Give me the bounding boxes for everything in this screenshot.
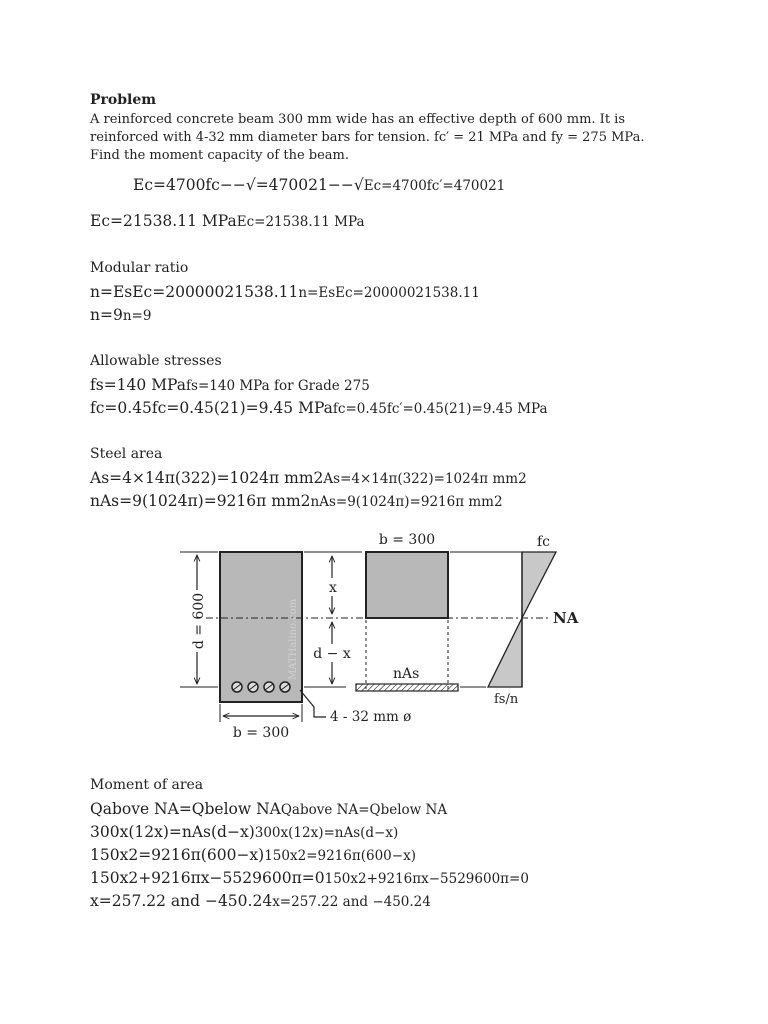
- modular-eq2-text: n=9: [122, 308, 152, 324]
- dx-label: d − x: [313, 646, 351, 662]
- ec-result-text: Ec=21538.11 MPa: [236, 214, 365, 230]
- allowable-heading: Allowable stresses: [90, 353, 222, 369]
- allowable-eq2-math: fc=0.45fc=0.45(21)=9.45 MPa: [90, 399, 333, 417]
- steel-eq2-math: nAs=9(1024π)=9216π mm2: [90, 492, 311, 510]
- moment-heading: Moment of area: [90, 777, 204, 793]
- moment-eq2: [90, 822, 398, 841]
- moment-eq2-text: 300x(12x)=nAs(d−x): [254, 825, 399, 841]
- ec-formula-text: Ec=4700fc′=470021: [363, 178, 506, 194]
- stress-tension: [488, 618, 522, 687]
- moment-eq1-math: Qabove NA=Qbelow NA: [90, 800, 281, 818]
- allowable-eq1-text: fs=140 MPa for Grade 275: [186, 378, 370, 394]
- moment-eq5-math: x=257.22 and −450.24: [90, 892, 273, 910]
- problem-heading: Problem: [90, 92, 157, 108]
- moment-eq1-text: Qabove NA=Qbelow NA: [280, 802, 448, 818]
- depth-label: d = 600: [191, 592, 207, 650]
- problem-text: A reinforced concrete beam 300 mm wide has an effective depth of 600 mm. It is reinforced with 4-32 mm diameter bars for tension. fc′ = 21 MPa and fy = 275 MPa. Find the moment capacity of the beam.: [90, 112, 645, 163]
- compression-block: [366, 552, 448, 618]
- watermark: MATHalino.com: [288, 598, 299, 680]
- width-label-top: b = 300: [378, 532, 436, 548]
- steel-eq1-math: As=4×14π(322)=1024π mm2: [90, 469, 324, 487]
- x-label: x: [329, 580, 337, 596]
- moment-eq3-math: 150x2=9216π(600−x): [90, 846, 265, 864]
- moment-eq4-text: 150x2+9216πx−5529600π=0: [324, 871, 529, 887]
- moment-eq4: [90, 868, 529, 887]
- steel-eq1-text: As=4×14π(322)=1024π mm2: [323, 471, 527, 487]
- modular-eq1-math: n=EsEc=20000021538.11: [90, 283, 299, 301]
- moment-eq3: [90, 845, 416, 864]
- moment-eq2-math: 300x(12x)=nAs(d−x): [90, 823, 255, 841]
- moment-eq5-text: x=257.22 and −450.24: [272, 894, 431, 910]
- fc-label: fc: [537, 534, 551, 550]
- moment-eq5: [90, 891, 431, 910]
- nas-label: nAs: [393, 666, 420, 682]
- moment-eq1: [90, 799, 447, 818]
- na-label: NA: [553, 609, 579, 627]
- moment-eq3-text: 150x2=9216π(600−x): [264, 848, 416, 864]
- allowable-eq1-math: fs=140 MPa: [90, 376, 187, 394]
- modular-eq1-text: n=EsEc=20000021538.11: [298, 285, 480, 301]
- moment-eq4-math: 150x2+9216πx−5529600π=0: [90, 869, 325, 887]
- steel-eq2-text: nAs=9(1024π)=9216π mm2: [310, 494, 503, 510]
- allowable-eq2-text: fc=0.45fc′=0.45(21)=9.45 MPa: [332, 401, 548, 417]
- bars-label: 4 - 32 mm ø: [330, 709, 412, 725]
- width-label-bottom: b = 300: [232, 725, 290, 741]
- stress-compression: [522, 552, 556, 618]
- modular-eq2-math: n=9: [90, 306, 123, 324]
- steel-heading: Steel area: [90, 446, 163, 462]
- ec-result-math: Ec=21538.11 MPa: [90, 212, 237, 230]
- ec-formula-math: Ec=4700fc−−√=470021−−√: [133, 176, 364, 194]
- modular-heading: Modular ratio: [90, 260, 189, 276]
- transformed-steel-strip: [356, 684, 458, 691]
- fsn-label: fs/n: [494, 692, 519, 707]
